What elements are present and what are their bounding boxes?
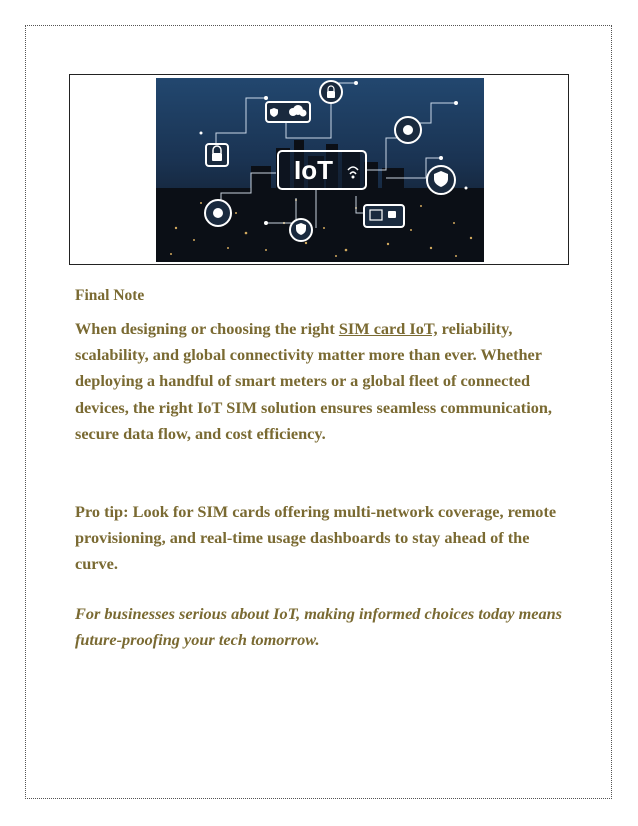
paragraph-pro-tip: Pro tip: Look for SIM cards offering multi-network coverage, remote provisioning, and real-time usage dashboards to stay ahead of the curve. (75, 502, 557, 574)
iot-city-image (156, 78, 484, 262)
iot-label: IoT (294, 155, 333, 185)
sim-card-iot-link[interactable]: SIM card IoT, (338, 319, 438, 338)
paragraph-closing: For businesses serious about IoT, making informed choices today means future-proofing your tech tomorrow. (75, 604, 562, 650)
paragraph-text: reliability, scalability, and global connectivity matter more than ever. Whether deploying a handful of smart meters or a global fleet of connected devices, the right IoT SIM solution ensures seamless communication, secure data flow, and cost efficiency. (75, 319, 552, 443)
paragraph-text: When designing or choosing the right (75, 319, 339, 338)
paragraph-final-note (75, 316, 565, 447)
section-heading: Final Note (75, 287, 145, 304)
figure-frame (69, 74, 569, 265)
